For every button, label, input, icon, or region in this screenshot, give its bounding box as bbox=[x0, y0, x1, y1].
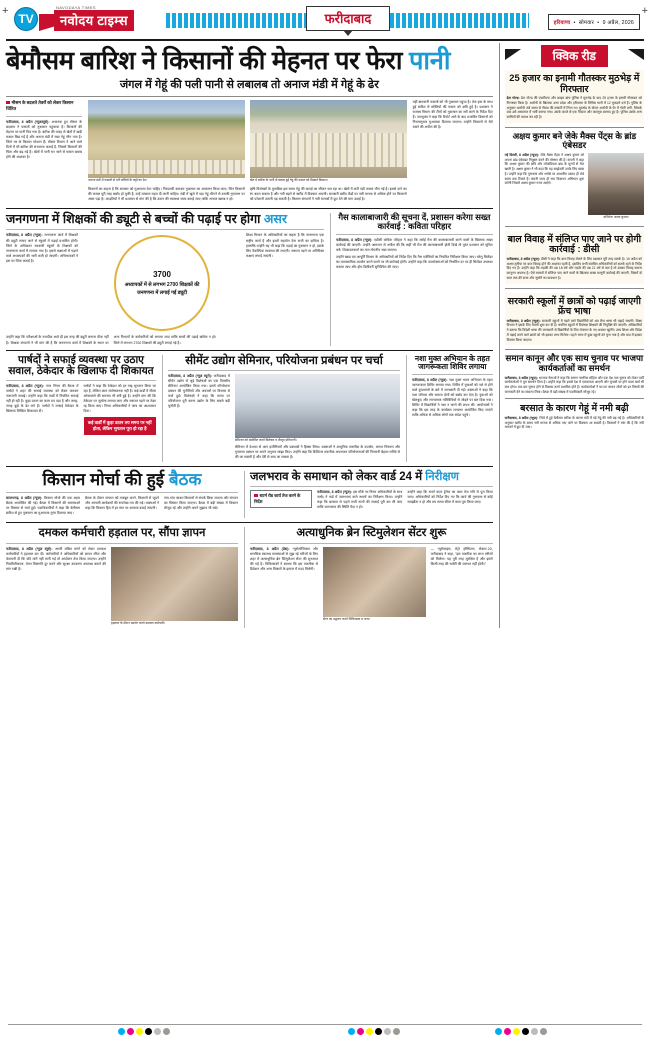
sidebar-item-2-headline: बाल विवाह में संलिप्त पाए जाने पर होगी कार्रवाई : डीसी bbox=[507, 232, 642, 255]
sidebar-quick-read bbox=[499, 43, 644, 628]
cement-headline: सीमेंट उद्योग सेमिनार, परियोजना प्रबंधन पर चर्चा bbox=[185, 354, 383, 367]
brain-byline: फरीदाबाद, 8 अप्रैल (प्रेस): bbox=[250, 546, 290, 551]
decor-bars-left bbox=[166, 13, 311, 28]
census-text-1: फरीदाबाद, 8 अप्रैल (न्यूज़): जनगणना कार्य में शिक्षकों की ड्यूटी लगाए जाने से स्कूलों में पढ़ाई प्रभावित होगी। जिले के अधिकतर सरकारी स्कूलों के शिक्षकों को जनगणना कार्य में लगाया गया है। इससे कक्षाओं में पढ़ाने वाले अध्यापकों की भारी कमी हो जाएगी। अभिभावकों ने इस पर चिंता जताई है। bbox=[6, 233, 78, 263]
sidebar-item-3[interactable] bbox=[505, 293, 644, 346]
kisan-text-2: बैठक के दौरान संगठन को मजबूत करने, किसानों से जुड़ने और आगामी कार्यक्रमों की रूपरेखा तय की गई। वक्ताओं ने कहा कि किसान हित में हर स्तर पर आवाज उठाई जाएगी। bbox=[85, 496, 159, 511]
nasha-byline: फरीदाबाद, 8 अप्रैल (न्यूज़): bbox=[412, 377, 448, 382]
census-byline: फरीदाबाद, 8 अप्रैल (न्यूज़): bbox=[6, 233, 43, 238]
quick-read-banner bbox=[505, 45, 644, 67]
census-story bbox=[6, 213, 324, 346]
census-info-text: अध्यापकों में से लगभग 2700 शिक्षकों की जनगणना में लगाई गई ड्यूटी bbox=[124, 282, 200, 296]
registration-dot bbox=[357, 1028, 364, 1035]
sidebar-item-1-byline: नई दिल्ली, 8 अप्रैल (न्यूज़): bbox=[504, 152, 539, 157]
lead-col-1 bbox=[6, 100, 82, 204]
damkal-byline: फरीदाबाद, 8 अप्रैल (न्यूज़ ब्यूरो): bbox=[6, 546, 53, 551]
row-ward-cement-nasha bbox=[6, 355, 493, 462]
registration-mark-topright: + bbox=[641, 5, 648, 17]
registration-dot bbox=[348, 1028, 355, 1035]
brain-headline: अत्याधुनिक ब्रेन स्टिमुलेशन सेंटर शुरू bbox=[296, 527, 447, 540]
footer-rule bbox=[8, 1024, 642, 1025]
cement-media bbox=[235, 374, 400, 462]
sidebar-item-1-photo-caption: अभिनेता अक्षय कुमार। bbox=[603, 214, 629, 219]
nasha-text-1: फरीदाबाद, 8 अप्रैल (न्यूज़): नशा मुक्त भारत अभियान के तहत जागरूकता शिविर लगाया गया। शिविर में युवाओं को नशे से होने वाले दुष्प्रभावों के बारे में जानकारी दी गई। वक्ताओं ने कहा कि नशा परिवार और समाज दोनों को बर्बाद कर देता है। युवाओं को खेलकूद और रचनात्मक गतिविधियों से जोड़ने पर बल दिया गया। शिविर में विद्यार्थियों ने नशा न करने की शपथ ली। आयोजकों ने कहा कि इस तरह के कार्यक्रम लगातार आयोजित किए जाएंगे ताकि अधिक से अधिक लोगों तक संदेश पहुंचे। bbox=[412, 377, 493, 418]
jalbharav-story bbox=[244, 471, 493, 518]
registration-dot bbox=[145, 1028, 152, 1035]
cement-text-1: फरीदाबाद, 8 अप्रैल (न्यूज़ ब्यूरो): फरीदाबाद में सीमेंट उद्योग से जुड़े विशेषज्ञों का एक दिवसीय सेमिनार आयोजित किया गया। इसमें परियोजना प्रबंधन की चुनौतियों और अवसरों पर विस्तार से चर्चा हुई। विशेषज्ञों ने कहा कि समय पर परियोजना पूरी करना उद्योग के लिए सबसे बड़ी चुनौती है। bbox=[168, 373, 230, 409]
lead-media-block bbox=[88, 100, 407, 204]
cement-story bbox=[162, 355, 400, 462]
jalbharav-text-2: उन्होंने कहा कि स्टार्म वाटर ड्रेनेज का काम तेज गति से पूरा किया जाए। अधिकारियों को निर्देश दिए गए कि कार्य की गुणवत्ता से कोई समझौता न हो और तय समय सीमा में काम पूरा किया जाए। bbox=[407, 490, 493, 505]
paper-name: नवोदय टाइम्स bbox=[54, 10, 134, 31]
sidebar-item-3-text: फरीदाबाद, 8 अप्रैल (न्यूज़): सरकारी स्कूलों में पढ़ने वाले विद्यार्थियों को अब फ्रेंच भाषा भी पढ़ाई जाएगी। शिक्षा विभाग ने इसके लिए तैयारी शुरू कर दी है। चयनित स्कूलों में विशेषज्ञ शिक्षकों की नियुक्ति की जाएगी। अधिकारियों ने बताया कि विदेशी भाषा की जानकारी से विद्यार्थियों के लिए रोजगार के नए अवसर खुलेंगे। उच्च शिक्षा और विदेश में पढ़ाई करने वाले छात्रों को भी इसका लाभ मिलेगा। पहले चरण में कुछ स्कूलों को चुना गया है और बाद में इसका विस्तार किया जाएगा। bbox=[506, 318, 642, 342]
gas-text-1: फरीदाबाद, 8 अप्रैल (न्यूज़): एडीसी कविता परिहार ने कहा कि रसोई गैस की कालाबाजारी करने वालों के खिलाफ सख्त कार्रवाई की जाएगी। उन्होंने आमजन से अपील की कि कहीं भी गैस की कालाबाजारी होती दिखे तो तुरंत प्रशासन को सूचित करें। शिकायतकर्ता का नाम गोपनीय रखा जाएगा। उन्होंने खाद्य एवं आपूर्ति विभाग के अधिकारियों को निर्देश दिए कि गैस एजेंसियों का नियमित निरीक्षण किया जाए। घरेलू सिलेंडर का व्यावसायिक उपयोग करने वालों पर भी कार्रवाई होगी। उन्होंने कहा कि उपभोक्ताओं को निर्धारित दर पर ही सिलेंडर उपलब्ध कराया जाए और होम डिलीवरी सुनिश्चित की जाए। bbox=[336, 238, 493, 270]
sidebar-item-2-byline: फरीदाबाद, 8 अप्रैल (न्यूज़): bbox=[506, 256, 540, 261]
gas-byline: फरीदाबाद, 8 अप्रैल (न्यूज़): bbox=[336, 238, 373, 243]
brain-media bbox=[323, 547, 426, 624]
registration-dot bbox=[393, 1028, 400, 1035]
lead-kicker: मौसम के बदलते तेवरों को लेकर किसान चिंतित bbox=[6, 100, 74, 112]
jalbharav-headline: जलभराव के समाधान को लेकर वार्ड 24 में निरीक्षण bbox=[250, 470, 459, 483]
cement-text-2: सेमिनार में देशभर से आए इंजीनियरों और प्रबंधकों ने हिस्सा लिया। वक्ताओं ने आधुनिक तकनीक के उपयोग, लागत नियंत्रण और गुणवत्ता प्रबंधन पर अपने अनुभव साझा किए। उन्होंने कहा कि डिजिटल तकनीक अपनाकर परियोजनाओं की निगरानी बेहतर तरीके से की जा सकती है और देरी से बचा जा सकता है। bbox=[235, 444, 400, 459]
registration-dot bbox=[522, 1028, 529, 1035]
paper-logo[interactable] bbox=[14, 7, 134, 31]
masthead bbox=[2, 4, 648, 38]
sidebar-item-3-byline: फरीदाबाद, 8 अप्रैल (न्यूज़): bbox=[506, 318, 541, 323]
sidebar-item-5[interactable] bbox=[505, 403, 644, 430]
cement-byline: फरीदाबाद, 8 अप्रैल (न्यूज़ ब्यूरो): bbox=[168, 373, 213, 378]
sidebar-item-1-media bbox=[588, 153, 644, 222]
banner-wing-right-icon bbox=[628, 49, 644, 60]
cement-photo-caption: सेमिनार को संबोधित करते विशेषज्ञ व मौजूद प्रतिभागी। bbox=[235, 437, 297, 442]
lead-headline: बेमौसम बारिश ने किसानों की मेहनत पर फेरा पानी bbox=[6, 47, 451, 75]
quick-read-label: क्विक रीड bbox=[541, 45, 608, 67]
census-text-3: शिक्षा विभाग के अधिकारियों का कहना है कि जनगणना एक राष्ट्रीय कार्य है और इसमें सहयोग देना सभी का दायित्व है। हालांकि उन्होंने यह भी कहा कि पढ़ाई का नुकसान न हो, इसके लिए वैकल्पिक व्यवस्था की जाएगी। जरूरत पड़ने पर अतिरिक्त कक्षाएं लगाई जाएंगी। bbox=[246, 233, 324, 258]
gas-headline: गैस कालाबाजारी की सूचना दें, प्रशासन करेगा सख्त कार्रवाई : कविता परिहार bbox=[338, 211, 491, 232]
damkal-media bbox=[111, 547, 238, 628]
census-infographic-wrap bbox=[83, 233, 241, 333]
registration-dots-right bbox=[495, 1028, 547, 1035]
damkal-text-1: फरीदाबाद, 8 अप्रैल (न्यूज़ ब्यूरो): अपनी लंबित मांगों को लेकर दमकल कर्मचारियों ने हड़ताल कर दी। कर्मचारियों ने अधिकारियों को ज्ञापन सौंपा और चेतावनी दी कि यदि मांगें नहीं मानी गईं तो आंदोलन तेज किया जाएगा। उन्होंने नियमितीकरण, वेतन विसंगति दूर करने और सुरक्षा उपकरण उपलब्ध कराने की मांग रखी है। bbox=[6, 546, 106, 571]
jalbharav-bullet-wrap bbox=[250, 490, 312, 512]
lead-story bbox=[6, 47, 493, 204]
dateline-day: सोमवार bbox=[578, 20, 594, 26]
sidebar-item-2[interactable] bbox=[505, 231, 644, 284]
registration-dot bbox=[384, 1028, 391, 1035]
damkal-headline: दमकल कर्मचारी हड़ताल पर, सौंपा ज्ञापन bbox=[38, 527, 206, 540]
lead-text-2: किसानों का कहना है कि सरकार को मुआवजा देना चाहिए। गिरदावरी कराकर नुकसान का आकलन किया जाए। जिन किसानों की फसल पूरी तरह बर्बाद हो चुकी है, उन्हें तत्काल राहत दी जानी चाहिए। मंडी में खुले में पड़ा गेहूं भीगने से उसकी गुणवत्ता पर असर पड़ा है। आढ़तियों ने भी प्रशासन से मांग की है कि उठान की व्यवस्था जल्द कराई जाए ताकि अनाज खराब न हो। bbox=[88, 186, 245, 201]
registration-dot bbox=[504, 1028, 511, 1035]
jalbharav-bullet-box: स्टार्म रोड कार्य तेज करने के निर्देश bbox=[250, 490, 312, 508]
jalbharav-text-1: फरीदाबाद, 8 अप्रैल (न्यूज़): इस मौके पर निगम अधिकारियों के साथ पार्षद ने वार्ड में जलभराव वाले स्थानों का निरीक्षण किया। उन्होंने कहा कि बरसात से पहले सभी नालों की सफाई पूरी कर ली जाए ताकि जलभराव की स्थिति पैदा न हो। bbox=[317, 490, 403, 510]
tv-logo-icon: TV bbox=[14, 7, 38, 31]
bullet-square-icon bbox=[6, 101, 10, 105]
lead-headline-accent: पानी bbox=[408, 47, 451, 75]
registration-dot bbox=[118, 1028, 125, 1035]
registration-dot bbox=[495, 1028, 502, 1035]
ward-col2: पार्षदों ने कहा कि ठेकेदार को हर माह भुगतान किया जा रहा है, लेकिन काम संतोषजनक नहीं है। कई वार्डों में सीवर ओवरफ्लो की समस्या भी बनी हुई है। उन्होंने मांग की कि ठेकेदार पर जुर्माना लगाया जाए और जरूरत पड़ने पर ठेका रद्द किया जाए। निगम अधिकारियों ने जांच का आश्वासन दिया। कई वार्डों में कूड़ा उठान तय समय पर नहीं होता, लेकिन भुगतान पूरा हो रहा है bbox=[84, 384, 157, 435]
sidebar-item-1-text: नई दिल्ली, 8 अप्रैल (न्यूज़): जेके मैक्स पेंट्स ने अक्षय कुमार को अपना ब्रांड एंबेसडर नियुक्त करने की घोषणा की है। कंपनी ने कहा कि अक्षय कुमार की छवि और लोकप्रियता ब्रांड के मूल्यों से मेल खाती है। अक्षय कुमार ने भी कहा कि यह साझेदारी उनके लिए खास है। उन्होंने कहा कि गुणवत्ता और भरोसे पर आधारित उत्पाद ही लंबे समय तक टिकते हैं। कंपनी जल्द ही नया विज्ञापन अभियान शुरू करेगी जिसमें अक्षय कुमार नजर आएंगे। bbox=[504, 152, 585, 186]
sidebar-item-0-byline: डेटा गोल्ड: bbox=[506, 96, 520, 101]
registration-dot bbox=[513, 1028, 520, 1035]
brain-text-2: — न्यूरोसाइंस, मेट्रो हॉस्पिटल, सेक्टर-20, फरीदाबाद ने कहा, "इस तकनीक का लाभ मरीजों को मिलेगा। यह पूरी तरह सुरक्षित है और इसमें किसी तरह की सर्जरी की जरूरत नहीं होती।" bbox=[430, 546, 493, 566]
sidebar-item-1-photo bbox=[588, 153, 644, 215]
sidebar-item-5-headline: बरसात के कारण गेहूं में नमी बढ़ी bbox=[520, 402, 629, 414]
lead-text-4: वहीं बागवानी फसलों को भी नुकसान पहुंचा है। तेज हवा के साथ हुई बारिश से सब्जियों की फसल को क्षति हुई है। प्रशासन ने राजस्व विभाग की टीमों को नुकसान का सर्वे करने के निर्देश दिए हैं। उपायुक्त ने कहा कि रिपोर्ट आने के बाद प्रभावित किसानों को नियमानुसार मुआवजा दिलाया जाएगा। उन्होंने किसानों से धैर्य रखने की अपील की है। bbox=[412, 100, 493, 130]
sidebar-item-1-headline: अक्षय कुमार बने जेके मैक्स पेंट्स के ब्रांड एंबेसडर bbox=[512, 130, 637, 151]
brain-story bbox=[244, 527, 493, 627]
sidebar-item-5-byline: फरीदाबाद, 8 अप्रैल (न्यूज़): bbox=[504, 416, 539, 421]
jalbharav-byline: फरीदाबाद, 8 अप्रैल (न्यूज़): bbox=[317, 490, 353, 495]
lead-photo-field-caption: अनाज मंडी में फसलों से भरी बोरियों के कट्टों का ढेर। bbox=[88, 178, 148, 183]
lead-text-1: फरीदाबाद, 8 अप्रैल (न्यूज़ब्यूरो): अचानक हुए मौसम के बदलाव ने फसलों को नुकसान पहुंचाया है। किसानों की मेहनत पर पानी फिर गया है। बारिश की वजह से खेतों में खड़ी फसल बिछ गई है और अनाज मंडी में रखा गेहूं भीग गया है। जिले भर के किसान परेशान हैं। मौसम विभाग ने आने वाले दिनों में भी बारिश की संभावना जताई है, जिससे किसानों की चिंता और बढ़ गई है। खेतों में पानी भर जाने से फसल खराब होने की आशंका है। bbox=[6, 119, 82, 160]
registration-dot bbox=[375, 1028, 382, 1035]
registration-dot bbox=[540, 1028, 547, 1035]
census-infographic bbox=[114, 235, 210, 331]
gas-story bbox=[330, 213, 493, 346]
page-body bbox=[6, 43, 644, 628]
sidebar-item-4-text: फरीदाबाद, 8 अप्रैल (न्यूज़): भाजपा नेताओं ने कहा कि समान नागरिक संहिता और एक देश एक चुनाव को लेकर पार्टी कार्यकर्ताओं ने पूरा समर्थन दिया है। उन्होंने कहा कि इससे देश में एकरूपता आएगी और चुनावों पर होने वाला खर्च भी कम होगा। बार-बार चुनाव होने से विकास कार्य प्रभावित होते हैं। कार्यकर्ताओं ने घर-घर जाकर लोगों को इन विषयों की जानकारी देने का संकल्प लिया। बैठक में बड़ी संख्या में पदाधिकारी मौजूद रहे। bbox=[504, 375, 644, 394]
registration-dot bbox=[127, 1028, 134, 1035]
lead-subhead: जंगल में गेहूं की पली पानी से लबालब तो अनाज मंडी में गेहूं के ढेर bbox=[119, 79, 379, 92]
registration-dot bbox=[154, 1028, 161, 1035]
row-damkal-brain bbox=[6, 527, 493, 627]
kisan-text-3: गांव-गांव जाकर किसानों से संपर्क किया जाएगा और संगठन का विस्तार किया जाएगा। बैठक में बड़ी संख्या में किसान मौजूद रहे और उन्होंने अपने सुझाव भी रखे। bbox=[164, 496, 238, 511]
sidebar-item-0-headline: 25 हजार का इनामी गौतस्कर मुठभेड़ में गिरफ्तार bbox=[509, 72, 640, 94]
cement-photo bbox=[235, 374, 400, 438]
sidebar-item-4-headline: समान कानून और एक साथ चुनाव पर भाजपा कार्यकर्ताओं का समर्थन bbox=[505, 353, 644, 373]
registration-dot bbox=[136, 1028, 143, 1035]
registration-dots-left bbox=[118, 1028, 170, 1035]
sidebar-item-1[interactable] bbox=[505, 132, 644, 222]
nasha-story bbox=[406, 355, 493, 462]
sidebar-item-5-text: फरीदाबाद, 8 अप्रैल (न्यूज़): जिले में हुई बेमौसम बारिश के कारण मंडी में पड़े गेहूं की नमी बढ़ गई है। अधिकारियों के अनुसार खरीद के समय नमी मानक से अधिक पाए जाने पर दिक्कत आ सकती है। किसानों ने मांग की है कि नमी मानकों में छूट दी जाए। bbox=[504, 416, 644, 430]
sidebar-item-4-byline: फरीदाबाद, 8 अप्रैल (न्यूज़): bbox=[504, 375, 538, 380]
sidebar-item-0[interactable] bbox=[505, 70, 644, 123]
newspaper-page bbox=[0, 4, 650, 1047]
damkal-story bbox=[6, 527, 238, 627]
ward-headline: पार्षदों ने सफाई व्यवस्था पर उठाए सवाल, ठेकेदार के खिलाफ दी शिकायत bbox=[8, 353, 154, 377]
dateline-state: हरियाणा bbox=[553, 20, 571, 26]
damkal-photo-caption: हड़ताल के दौरान प्रदर्शन करते दमकल कर्मचारी। bbox=[111, 620, 166, 625]
row-census-gas bbox=[6, 213, 493, 346]
registration-dot bbox=[531, 1028, 538, 1035]
edition-city-label: फरीदाबाद bbox=[324, 11, 372, 26]
brain-text-1: फरीदाबाद, 8 अप्रैल (प्रेस): न्यूरोलॉजिकल और मानसिक स्वास्थ्य समस्याओं से जूझ रहे मरीजों के लिए शहर में अत्याधुनिक ब्रेन स्टिमुलेशन सेंटर की शुरुआत की गई है। चिकित्सकों ने बताया कि इस तकनीक से डिप्रेशन और अन्य विकारों के इलाज में मदद मिलेगी। bbox=[250, 546, 318, 571]
census-text-2: उन्होंने कहा कि परीक्षाओं के नजदीक आते ही इस तरह की ड्यूटी लगाना ठीक नहीं है। शिक्षक संगठनों ने भी मांग की है कि जनगणना कार्य में शिक्षकों के स्थान पर अन्य विभागों के कर्मचारियों को लगाया जाए ताकि बच्चों की पढ़ाई बाधित न हो। जिले में लगभग 2700 शिक्षकों की ड्यूटी लगाई गई है। bbox=[6, 335, 217, 345]
brain-photo bbox=[323, 547, 426, 617]
registration-dot bbox=[163, 1028, 170, 1035]
sidebar-item-2-text: फरीदाबाद, 8 अप्रैल (न्यूज़): डीसी ने कहा कि बाल विवाह रोकने के लिए प्रशासन पूरी तरह सतर्क है। 19 अप्रैल को अक्षय तृतीया पर बाल विवाह होने की आशंका रहती है, इसलिए सभी संबंधित अधिकारियों को सतर्क रहने के निर्देश दिए गए हैं। उन्होंने कहा कि लड़की की उम्र 18 वर्ष और लड़के की उम्र 21 वर्ष से कम है तो उसका विवाह कराना कानूनन अपराध है। ऐसे मामलों में संलिप्त पाए जाने वालों के खिलाफ सख्त कानूनी कार्रवाई की जाएगी, जिसमें दो साल तक की सजा और जुर्माने का प्रावधान है। bbox=[506, 256, 642, 280]
lead-text-3: कृषि विशेषज्ञों के मुताबिक इस समय गेहूं की कटाई का सीजन चल रहा था। खेतों में कटी पड़ी फसल भीग गई है। इससे दाने का रंग बदल सकता है और नमी बढ़ने से खरीद में दिक्कत आएगी। सरकारी खरीद केंद्रों पर नमी मानक से अधिक होने पर किसानों को परेशानी उठानी पड़ सकती है। किसान संगठनों ने नमी मानकों में छूट देने की मांग उठाई है। bbox=[249, 186, 407, 201]
ward-text-1: फरीदाबाद, 8 अप्रैल (न्यूज़): नगर निगम की बैठक में पार्षदों ने शहर की सफाई व्यवस्था को लेकर जमकर नाराजगी जताई। उन्होंने कहा कि वार्डों में नियमित सफाई नहीं हो रही है। कूड़ा उठान का काम ठप पड़ा है और जगह-जगह कूड़े के ढेर लगे हैं। पार्षदों ने सफाई ठेकेदार के खिलाफ लिखित शिकायत दी। bbox=[6, 384, 79, 414]
nasha-headline: नशा मुक्त अभियान के तहत जागरूकता शिविर लगाया bbox=[414, 353, 490, 371]
brain-photo-caption: सेंटर का उद्घाटन करते चिकित्सक व अन्य। bbox=[323, 616, 371, 621]
kisan-story bbox=[6, 471, 238, 518]
kisan-text-1: बल्लभगढ़, 8 अप्रैल (न्यूज़): किसान मोर्चा की एक अहम बैठक आयोजित की गई। बैठक में किसानों की समस्याओं पर विस्तार से चर्चा हुई। पदाधिकारियों ने कहा कि बेमौसम बारिश से हुए नुकसान का मुआवजा तुरंत दिलाया जाए। bbox=[6, 496, 80, 516]
dateline-date: 9 अप्रैल, 2026 bbox=[602, 20, 634, 26]
banner-wing-left-icon bbox=[505, 49, 521, 60]
edition-city-tab[interactable] bbox=[306, 6, 390, 31]
kisan-headline: किसान मोर्चा की हुई बैठक bbox=[42, 469, 202, 489]
sidebar-item-4[interactable] bbox=[505, 354, 644, 394]
lead-byline: फरीदाबाद, 8 अप्रैल (न्यूज़ब्यूरो): bbox=[6, 119, 50, 124]
census-info-number: 3700 bbox=[153, 270, 171, 280]
ward-quote-box: कई वार्डों में कूड़ा उठान तय समय पर नहीं होता, लेकिन भुगतान पूरा हो रहा है bbox=[84, 417, 157, 435]
damkal-photo bbox=[111, 547, 238, 621]
paper-name-latin: NAVODAYA TIMES bbox=[56, 5, 96, 10]
dateline: हरियाणा • सोमवार • 9 अप्रैल, 2026 bbox=[548, 14, 640, 30]
ward-byline: फरीदाबाद, 8 अप्रैल (न्यूज़): bbox=[6, 384, 44, 389]
registration-mark-topleft: + bbox=[2, 5, 9, 17]
bullet-square-icon bbox=[254, 494, 258, 498]
registration-dot bbox=[366, 1028, 373, 1035]
census-headline: जनगणना में शिक्षकों की ड्यूटी से बच्चों की पढ़ाई पर होगा असर bbox=[6, 211, 287, 226]
main-column bbox=[6, 43, 493, 628]
lead-col-4 bbox=[413, 100, 493, 204]
sidebar-item-3-headline: सरकारी स्कूलों में छात्रों को पढ़ाई जाएगी फ्रेंच भाषा bbox=[507, 294, 641, 317]
lead-photo-sacks bbox=[250, 100, 407, 178]
lead-photo-field bbox=[88, 100, 245, 178]
kisan-byline: बल्लभगढ़, 8 अप्रैल (न्यूज़): bbox=[6, 496, 43, 501]
registration-dots-center bbox=[348, 1028, 400, 1035]
sidebar-item-0-text: डेटा गोल्ड: डेटा गोल्ड की एसटीएफ और क्राइम ब्रांच पुलिस ने मुठभेड़ के बाद 25 हजार के इनामी गौतस्कर को गिरफ्तार किया है। आरोपी के खिलाफ उत्तर प्रदेश और हरियाणा के विभिन्न थानों में 12 मुकदमे दर्ज हैं। पुलिस के अनुसार आरोपी लंबे समय से गौवंश की तस्करी में लिप्त था। मुठभेड़ के दौरान आरोपी के पैर में गोली लगी, जिसके बाद उसे अस्पताल में भर्ती कराया गया। उसके कब्जे से एक पिस्टल और कारतूस बरामद हुए हैं। पुलिस उसके अन्य साथियों की तलाश कर रही है। bbox=[506, 96, 643, 119]
decor-bars-right bbox=[384, 13, 529, 28]
ward-story bbox=[6, 355, 156, 462]
row-kisan-jal bbox=[6, 471, 493, 518]
lead-photo-sacks-caption: खेत में बारिश के पानी से खराब हुई गेहूं की फसल को दिखाते किसान। bbox=[249, 178, 329, 183]
flag-icon bbox=[39, 14, 55, 31]
